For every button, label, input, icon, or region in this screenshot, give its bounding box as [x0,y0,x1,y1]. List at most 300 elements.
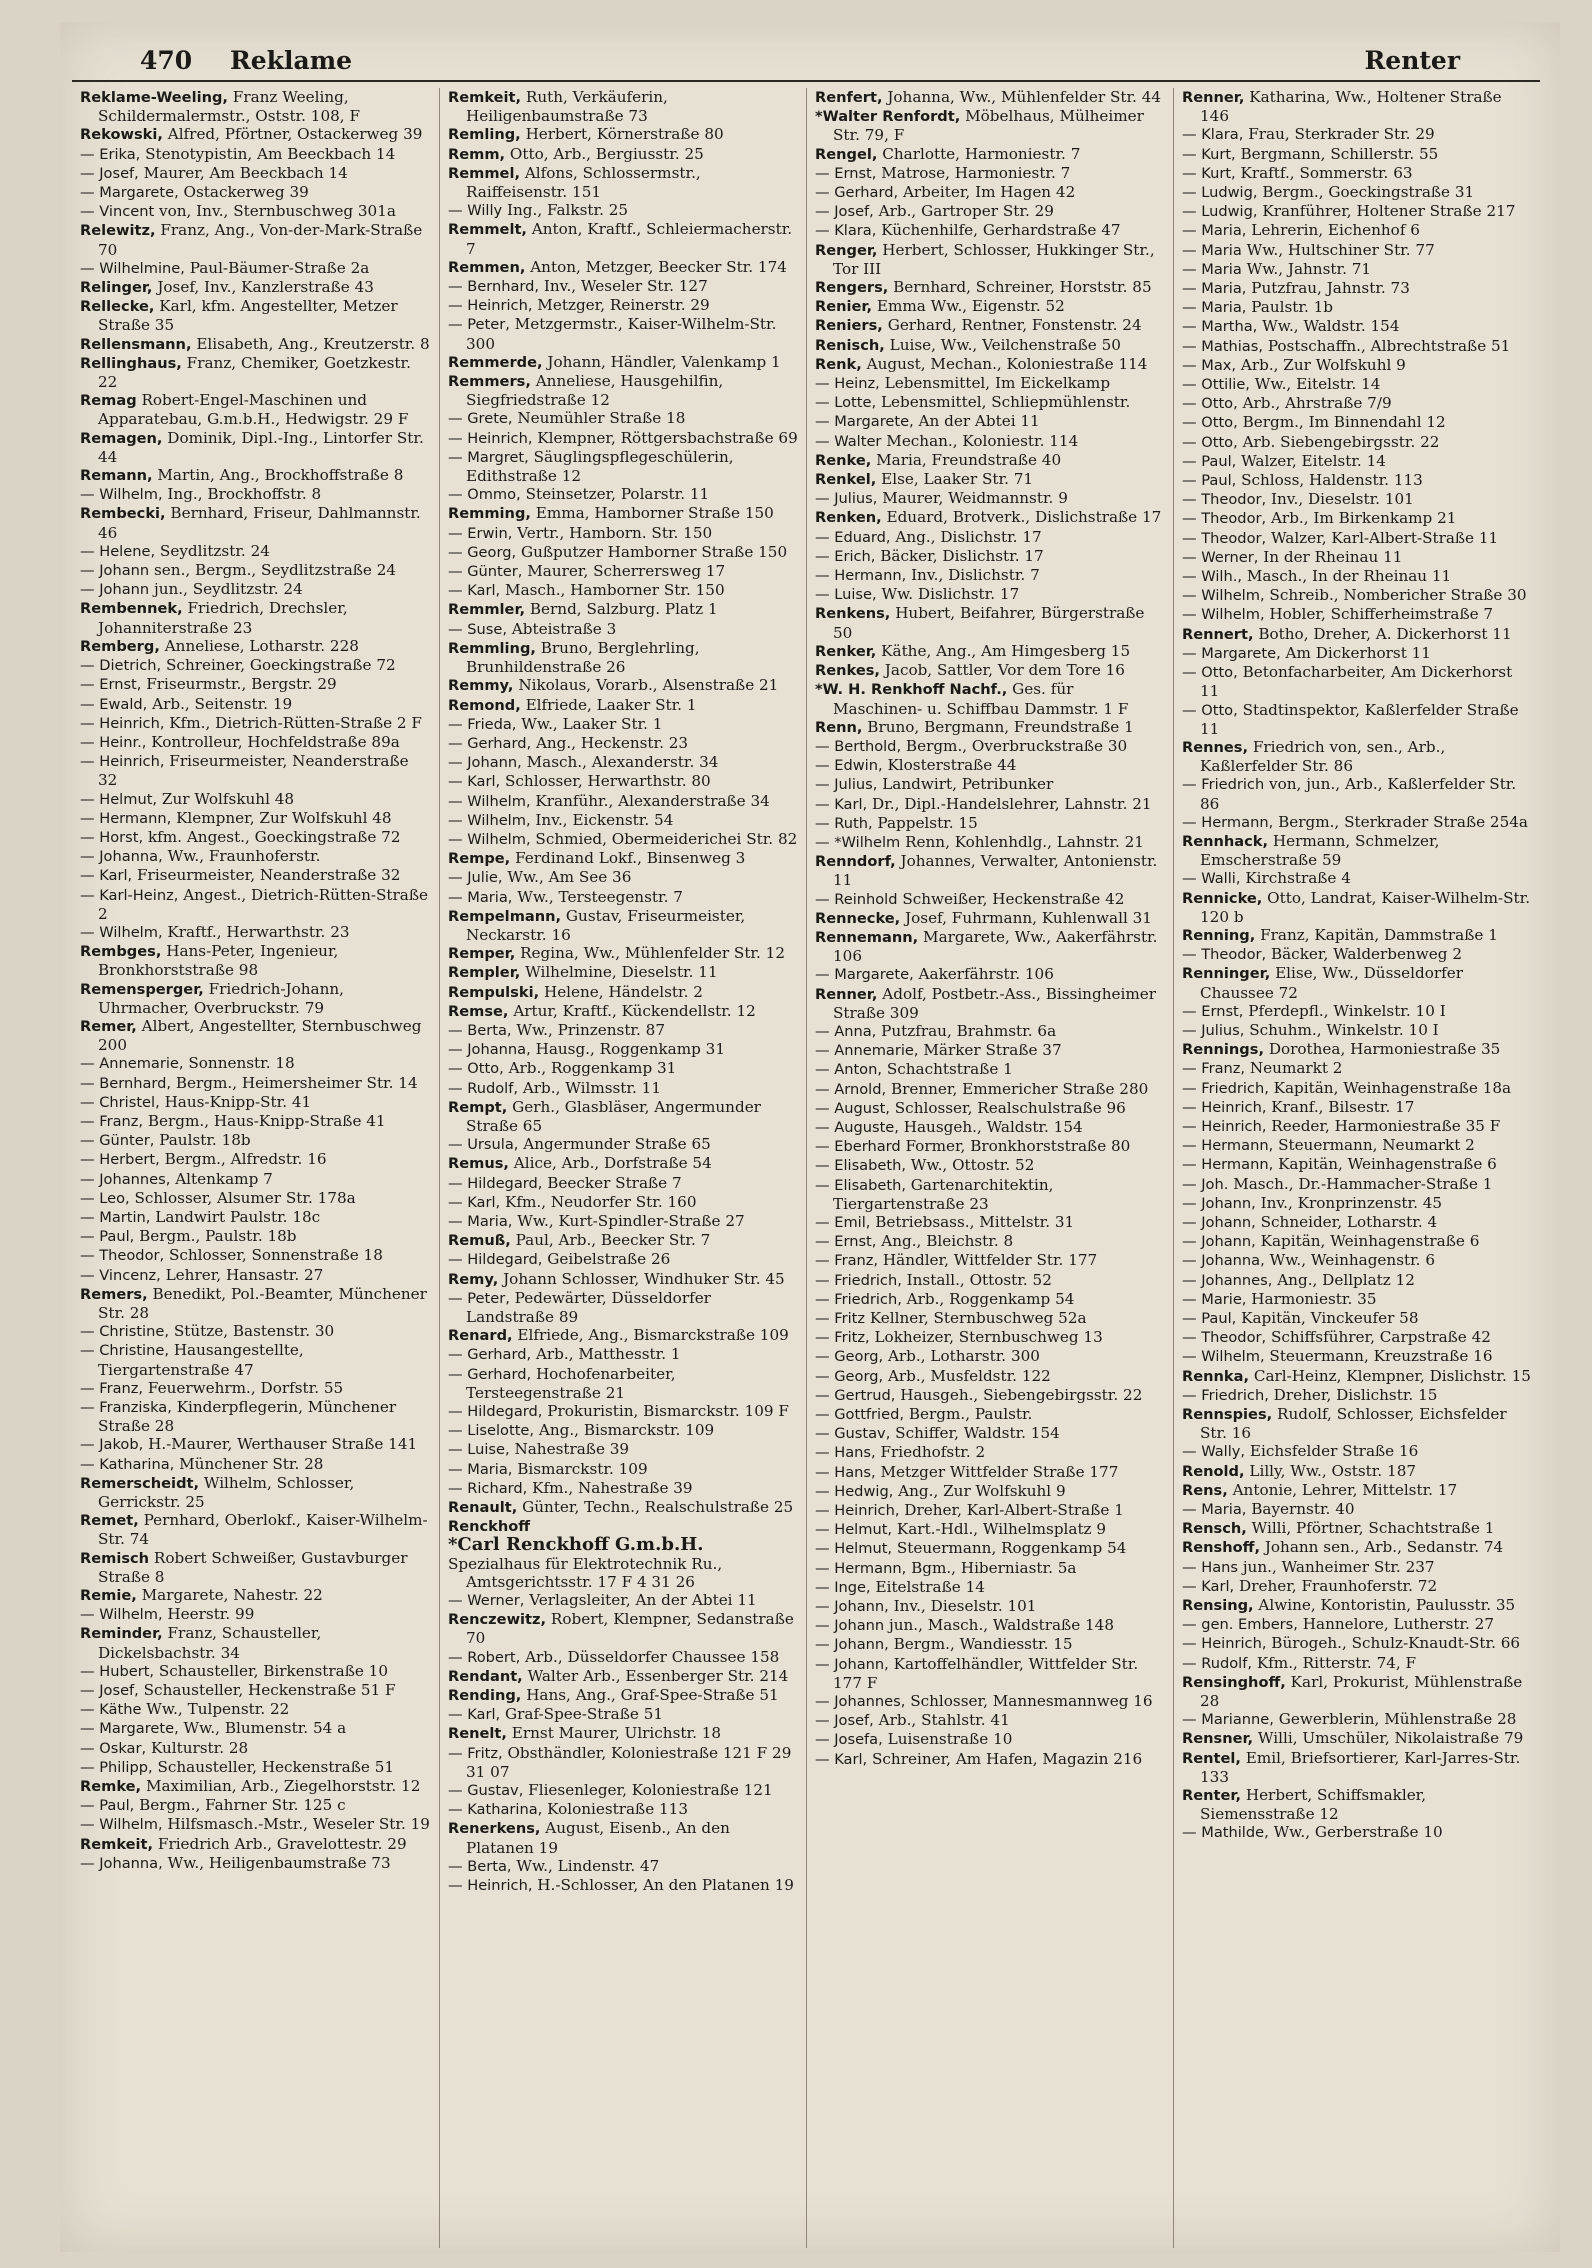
entry-name: — Liselotte, [448,1422,535,1440]
entry-details: Ing., Falkstr. 25 [506,201,629,220]
directory-entry [815,1099,1165,1118]
directory-entry [815,393,1165,412]
entry-name: — Karl, [448,1193,501,1211]
entry-name: — Herbert, [80,1151,160,1169]
directory-entry [815,1060,1165,1079]
directory-entry [1182,1290,1532,1309]
entry-name: — Marie, [1182,1290,1247,1308]
directory-entry [80,1681,431,1700]
directory-entry [1182,1654,1532,1673]
entry-details: Altenkamp 7 [175,1169,273,1188]
entry-details: Kapitän, Vinckeufer 58 [1241,1309,1419,1327]
entry-details: Walter Arb., Essenberger Str. 214 [527,1666,789,1685]
entry-details: Ruth, Verkäuferin, Heiligenbaumstraße 73 [466,88,668,126]
entry-name: — Joh. [1182,1175,1229,1193]
directory-entry [80,466,431,485]
entry-details: sen., Bergm., Seydlitzstraße 24 [154,561,397,580]
entry-details: Kulturstr. 28 [150,1738,249,1757]
directory-entry [448,696,798,715]
entry-details: Bergm., Wandiesstr. 15 [893,1635,1073,1654]
entry-details: Putzfrau, Jahnstr. 73 [1251,279,1410,298]
entry-name: — Klara, [815,222,877,240]
entry-details: Stütze, Bastenstr. 30 [173,1322,335,1341]
entry-details: Hobler, Schifferheimstraße 7 [1269,605,1494,624]
entry-details: Renn, Kohlenhdlg., Lahnstr. 21 [905,832,1144,851]
directory-entry [80,580,431,599]
directory-entry [1182,1823,1532,1842]
entry-name: — Franz, [80,1379,144,1397]
directory-entry [80,1624,431,1661]
entry-details: Beecker Straße 7 [547,1173,682,1192]
entry-details: Carl-Heinz, Klempner, Dislichstr. 15 [1253,1366,1531,1385]
entry-name: Renker, [815,642,877,660]
entry-details: Harmoniestr. 35 [1251,1289,1377,1308]
entry-name: — Georg, [448,543,517,561]
entry-name: — Friedrich, [1182,1386,1269,1404]
entry-details: Kapitän, Weinhagenstraße 6 [1260,1232,1480,1251]
entry-details: Betonfacharbeiter, Am Dickerhorst 11 [1200,663,1513,701]
entry-details: Graf-Spee-Straße 51 [505,1705,664,1724]
directory-entry [1182,1386,1532,1405]
directory-entry [1182,145,1532,164]
directory-entry [80,1208,431,1227]
directory-entry [1182,221,1532,240]
directory-entry [80,1054,431,1073]
directory-entry [815,374,1165,393]
entry-details: jun., Masch., Waldstraße 148 [889,1616,1115,1635]
entry-details: Anton, Kraftf., Schleiermacherstr. 7 [466,220,793,258]
entry-name: — Hermann, [815,567,907,585]
entry-details: Dr., Dipl.-Handelslehrer, Lahnstr. 21 [872,794,1152,813]
directory-entry [1182,375,1532,394]
entry-name: — Vincenz, [80,1266,161,1284]
directory-entry [815,355,1165,374]
directory-entry [815,1750,1165,1769]
entry-name: — Hildegard, [448,1251,543,1269]
entry-details: Franz Weeling, Schildermalermstr., Oststr. 108, F [98,88,360,126]
entry-name: — Günter, [80,1132,155,1150]
entry-name: Remm, [448,145,506,163]
directory-entry [815,183,1165,202]
entry-details: Arb. Siebengebirgsstr. 22 [1242,432,1440,451]
entry-name: — Margarete, [815,413,914,431]
entry-name: — Heinrich, [1182,1098,1267,1116]
entry-name: — Hans [1182,1558,1239,1576]
directory-entry [815,1578,1165,1597]
entry-details: Schlosser, Sonnenstraße 18 [168,1246,383,1265]
entry-name: — Käthe [80,1701,142,1719]
directory-entry [1182,1519,1532,1538]
entry-name: — Theodor, [1182,1329,1267,1347]
entry-name: Relewitz, [80,222,156,240]
entry-details: Schiffer, Waldstr. 154 [895,1424,1060,1443]
entry-name: — Otto, [1182,395,1238,413]
directory-entry [1182,1710,1532,1729]
directory-entry [80,221,431,258]
entry-name: Remmelt, [448,221,527,239]
entry-name: Remy, [448,1270,499,1288]
entry-details: Paulstr. 18b [159,1131,251,1150]
entry-details: Sonnenstr. 18 [188,1054,295,1073]
directory-entry [815,1655,1165,1692]
directory-entry [1182,1673,1532,1710]
entry-details: Hans, Ang., Graf-Spee-Straße 51 [526,1686,779,1705]
entry-name: — Josef, [815,1712,874,1730]
entry-details: Geibelstraße 26 [547,1250,671,1269]
directory-entry [448,1667,798,1686]
directory-entry [448,1686,798,1705]
entry-details: Dreher, Karl-Albert-Straße 1 [904,1501,1124,1520]
entry-name: — Maria, [1182,299,1247,317]
entry-name: Renken, [815,509,882,527]
entry-details: Hausg., Roggenkamp 31 [535,1040,725,1059]
directory-entry [1182,1405,1532,1442]
entry-name: — Mathias, [1182,337,1263,355]
entry-name: — Maria, [1182,280,1247,298]
entry-details: Johanna, Ww., Mühlenfelder Str. 44 [887,88,1162,106]
directory-entry [815,909,1165,928]
directory-entry [80,259,431,278]
entry-details: Ww., Blumenstr. 54 a [183,1719,347,1738]
entry-details: Kfm., Neudorfer Str. 160 [505,1192,697,1211]
directory-entry [448,1059,798,1078]
entry-details: Ang., Heckenstr. 23 [535,733,689,752]
entry-name: Rendant, [448,1667,523,1685]
entry-details: Bismarckstr. 109 [517,1459,648,1478]
entry-name: Remagen, [80,429,163,447]
entry-details: Masch., In der Rheinau 11 [1246,567,1452,586]
directory-entry [80,752,431,789]
entry-details: Ww., Waldstr. 154 [1262,317,1400,336]
directory-entry [80,1815,431,1834]
entry-details: Lehrerin, Eichenhof 6 [1251,221,1420,240]
directory-entry [80,1189,431,1208]
entry-details: Bergm., Heimersheimer Str. 14 [175,1073,418,1092]
entry-name: — Julius, [1182,1021,1245,1039]
directory-entry [80,1455,431,1474]
directory-entry [815,1597,1165,1616]
entry-details: Lebensmittel, Im Eickelkamp [884,374,1111,393]
directory-entry [815,833,1165,852]
directory-entry [448,372,798,409]
entry-details: Charlotte, Harmoniestr. 7 [882,144,1081,163]
entry-details: Benedikt, Pol.-Beamter, Münchener Str. 28 [98,1284,427,1322]
directory-entry [80,335,431,354]
directory-entry [80,1341,431,1378]
entry-details: Säuglingspflegeschülerin, Edithstraße 12 [466,447,734,486]
entry-name: — Ernst, [815,1233,877,1251]
entry-details: Ang., Bismarckstr. 109 [538,1421,715,1440]
entry-details: Wilhelm, Schlosser, Gerrickstr. 25 [98,1473,355,1512]
entry-name: — Walli, [1182,870,1241,888]
directory-entry [1182,202,1532,221]
directory-entry [815,107,1165,144]
entry-details: Maurer, Am Beeckbach 14 [143,163,348,182]
directory-entry [448,562,798,581]
directory-entry [80,202,431,221]
directory-entry [448,868,798,887]
directory-entry [448,1479,798,1498]
entry-name: — Ottilie, [1182,376,1250,394]
directory-entry [80,1017,431,1054]
entry-details: Ww., Laaker Str. 1 [521,714,663,733]
directory-entry [815,985,1165,1022]
entry-details: Maurer, Weidmannstr. 9 [882,489,1068,508]
entry-details: Friseurmeister, Neanderstraße 32 [137,866,401,885]
directory-entry [1182,889,1532,926]
entry-name: — Franz, [80,1112,144,1130]
directory-entry [1182,1749,1532,1786]
directory-entry [80,637,431,656]
directory-entry [80,923,431,942]
directory-entry [80,125,431,144]
directory-entry [80,1758,431,1777]
directory-entry [815,1328,1165,1347]
directory-entry [1182,1136,1532,1155]
entry-details: Walzer, Karl-Albert-Straße 11 [1270,528,1499,547]
directory-entry [80,1266,431,1285]
directory-entry [815,1559,1165,1578]
directory-entry [448,448,798,485]
directory-entry [1182,125,1532,144]
entry-name: — Margarete, [1182,644,1281,662]
directory-entry [448,849,798,868]
entry-details: Schlosser, Herwarthstr. 80 [505,772,711,791]
entry-details: Steuermann, Roggenkamp 54 [896,1539,1127,1558]
entry-name: — Johanna, [1182,1252,1265,1270]
entry-details: Schausteller, Heckenstraße 51 F [143,1681,396,1700]
entry-details: Anton, Metzger, Beecker Str. 174 [530,257,787,276]
directory-entry [448,1705,798,1724]
entry-name: — Horst, [80,828,144,846]
directory-entry [80,828,431,847]
entry-name: Remse, [448,1002,509,1020]
entry-name: — Wilhelm, [1182,606,1265,624]
entry-name: Relinger, [80,279,153,297]
entry-name: — Heinrich, [80,753,165,771]
entry-name: Renkes, [815,662,880,680]
entry-name: — Peter, [448,316,510,334]
entry-details: Möbelhaus, Mülheimer Str. 79, F [833,107,1144,145]
directory-entry [815,1730,1165,1749]
directory-entry [448,1460,798,1479]
entry-details: Märker Straße 37 [923,1041,1062,1060]
entry-details: Margarete, Ww., Aakerfährstr. 106 [833,927,1158,966]
directory-entry [80,145,431,164]
entry-details: Johannes, Verwalter, Antonienstr. 11 [833,852,1158,890]
entry-name: Remmler, [448,601,526,619]
entry-name: — Franziska, [80,1399,172,1417]
directory-entry [448,1365,798,1402]
directory-entry [815,604,1165,641]
entry-details: *Carl Renckhoff G.m.b.H. [448,1534,704,1556]
directory-entry [815,1692,1165,1711]
entry-details: Martin, Ang., Brockhoffstraße 8 [157,466,404,485]
directory-entry [80,504,431,541]
entry-name: — Helene, [80,542,156,560]
entry-details: Putzfrau, Brahmstr. 6a [881,1021,1057,1040]
entry-name: — Marianne, [1182,1711,1274,1729]
entry-name: — Anna, [815,1022,877,1040]
entry-details: Ww., Heiligenbaumstraße 73 [167,1853,391,1872]
directory-entry [448,676,798,695]
entry-name: Rensch, [1182,1520,1247,1538]
entry-details: Willi, Pförtner, Schachtstraße 1 [1251,1519,1495,1538]
entry-details: Kapitän, Weinhagenstraße 18a [1273,1078,1512,1097]
section-title: Reklame [230,46,353,75]
entry-name: — Theodor, [1182,510,1267,528]
entry-name: — Paul, [80,1797,135,1815]
entry-name: — Reinhold [815,890,898,908]
directory-entry [448,715,798,734]
entry-name: — Christine, [80,1323,169,1341]
entry-details: Install., Ottostr. 52 [906,1270,1052,1289]
entry-name: Renault, [448,1499,518,1517]
entry-details: Emil, Briefsortierer, Karl-Jarres-Str. 133 [1200,1748,1521,1786]
entry-name: — Johann [815,1617,885,1635]
entry-name: Renard, [448,1327,513,1345]
entry-details: Elisabeth, Ang., Kreutzerstr. 8 [196,334,430,353]
directory-entry [1182,964,1532,1001]
entry-details: Eduard, Brotverk., Dislichstraße 17 [886,508,1162,527]
entry-name: — Otto, [1182,433,1238,451]
entry-details: Arb., Roggenkamp 54 [906,1289,1075,1308]
entry-details: Else, Laaker Str. 71 [881,470,1034,489]
entry-name: Rembennek, [80,600,183,618]
entry-name: Remkeit, [80,1835,154,1853]
entry-name: — Georg, [815,1348,884,1366]
entry-details: Landwirt Paulstr. 18c [155,1207,321,1226]
directory-entry [448,734,798,753]
directory-entry [448,1021,798,1040]
entry-details: Steuermann, Neumarkt 2 [1278,1136,1475,1155]
entry-details: An der Abtei 11 [918,412,1040,431]
entry-details: Bernhard, Schreiner, Horststr. 85 [893,278,1152,297]
directory-entry [80,278,431,297]
entry-name: — Heinrich, [448,1877,533,1895]
entry-name: Rellecke, [80,298,155,316]
entry-details: Kfm., Dietrich-Rütten-Straße 2 F [169,713,422,732]
entry-details: Gerh., Glasbläser, Angermunder Straße 65 [466,1097,761,1135]
entry-details: Vertr., Hamborn. Str. 150 [517,523,713,542]
directory-entry [1182,1155,1532,1174]
entry-details: Zur Wolfskuhl 48 [161,789,295,808]
directory-entry [1182,1002,1532,1021]
entry-details: Schausteller, Heckenstraße 51 [157,1757,395,1776]
directory-entry [80,1835,431,1854]
entry-details: Dorothea, Harmoniestraße 35 [1268,1040,1501,1059]
entry-name: Remann, [80,467,153,485]
entry-details: Luise, Ww., Veilchenstraße 50 [889,335,1121,354]
entry-details: Ww. Dislichstr. 17 [881,585,1020,604]
directory-entry [1182,1367,1532,1386]
entry-details: Kirchstraße 4 [1245,869,1351,888]
entry-details: Stadtinspektor, Kaßlerfelder Straße 11 [1200,700,1519,738]
entry-name: — Hermann, [80,809,172,827]
directory-entry [448,145,798,164]
entry-name: — Paul, [1182,472,1237,490]
directory-entry [815,221,1165,240]
directory-entry [815,528,1165,547]
directory-entry [815,432,1165,451]
entry-name: — Katharina, [448,1801,543,1819]
entry-details: Friedrich Arb., Gravelottestr. 29 [157,1834,407,1853]
entry-name: — Hedwig, [815,1482,894,1500]
directory-entry [448,504,798,523]
entry-details: Brenner, Emmericher Straße 280 [890,1079,1149,1098]
entry-name: — Ernst, [815,164,877,182]
directory-entry [1182,1309,1532,1328]
entry-name: — Gerhard, [448,1346,532,1364]
entry-name: — Margarete, [815,966,914,984]
entry-name: Renshoff, [1182,1539,1260,1557]
column-3 [806,88,1173,2248]
entry-name: Remisch [80,1549,150,1567]
directory-entry [80,1435,431,1454]
entry-details: Pappelstr. 15 [877,813,978,832]
entry-details: Masch., Hamborner Str. 150 [505,581,725,600]
directory-entry [1182,1098,1532,1117]
directory-entry [80,1777,431,1796]
entry-details: Schreiner, Am Hafen, Magazin 216 [872,1749,1143,1768]
entry-details: Mechan., Koloniestr. 114 [886,431,1079,450]
directory-entry [815,1176,1165,1213]
directory-entry [80,1227,431,1246]
directory-entry [80,886,431,923]
entry-name: — Erich, [815,547,876,565]
entry-details: Alwine, Kontoristin, Paulusstr. 35 [1258,1596,1516,1615]
entry-details: Ing., Brockhoffstr. 8 [167,485,322,504]
directory-entry [1182,241,1532,260]
directory-entry [448,1098,798,1135]
entry-details: Betriebsass., Mittelstr. 31 [875,1212,1075,1231]
directory-entry [815,489,1165,508]
directory-entry [1182,663,1532,700]
entry-details: Franz, Schausteller, Dickelsbachstr. 34 [98,1624,322,1662]
directory-entry [80,733,431,752]
entry-name: — Heinr., [80,733,147,751]
directory-entry [1182,548,1532,567]
entry-details: Friseurmeister, Neanderstraße 32 [98,752,409,790]
directory-entry [448,1498,798,1517]
directory-entry [448,315,798,352]
entry-name: — Elisabeth, [815,1157,906,1175]
entry-details: Bergm., Fahrner Str. 125 c [139,1796,346,1815]
entry-name: Remmling, [448,639,536,657]
entry-name: — Otto, [448,1060,504,1078]
entry-details: Gußputzer Hamborner Straße 150 [520,542,788,561]
directory-entry [80,485,431,504]
entry-details: Ang., Dellplatz 12 [1277,1270,1415,1289]
directory-entry [80,714,431,733]
entry-name: — Heinrich, [1182,1635,1267,1653]
entry-details: Schausteller, Birkenstraße 10 [158,1661,388,1680]
directory-entry [448,1536,798,1554]
entry-name: Renner, [1182,89,1245,106]
directory-entry [448,792,798,811]
entry-details: Metzger, Reinerstr. 29 [537,296,710,315]
entry-name: — Martha, [1182,318,1258,336]
entry-details: Pferdepfl., Winkelstr. 10 I [1248,1001,1446,1020]
entry-name: — Gottfried, [815,1406,904,1424]
entry-name: Renke, [815,451,872,469]
entry-details: Ww., Lindenstr. 47 [516,1856,660,1875]
directory-entry [80,1285,431,1322]
entry-name: Rellinghaus, [80,354,182,372]
entry-details: jun., Seydlitzstr. 24 [154,580,303,599]
entry-name: Renier, [815,298,873,316]
directory-entry [448,620,798,639]
